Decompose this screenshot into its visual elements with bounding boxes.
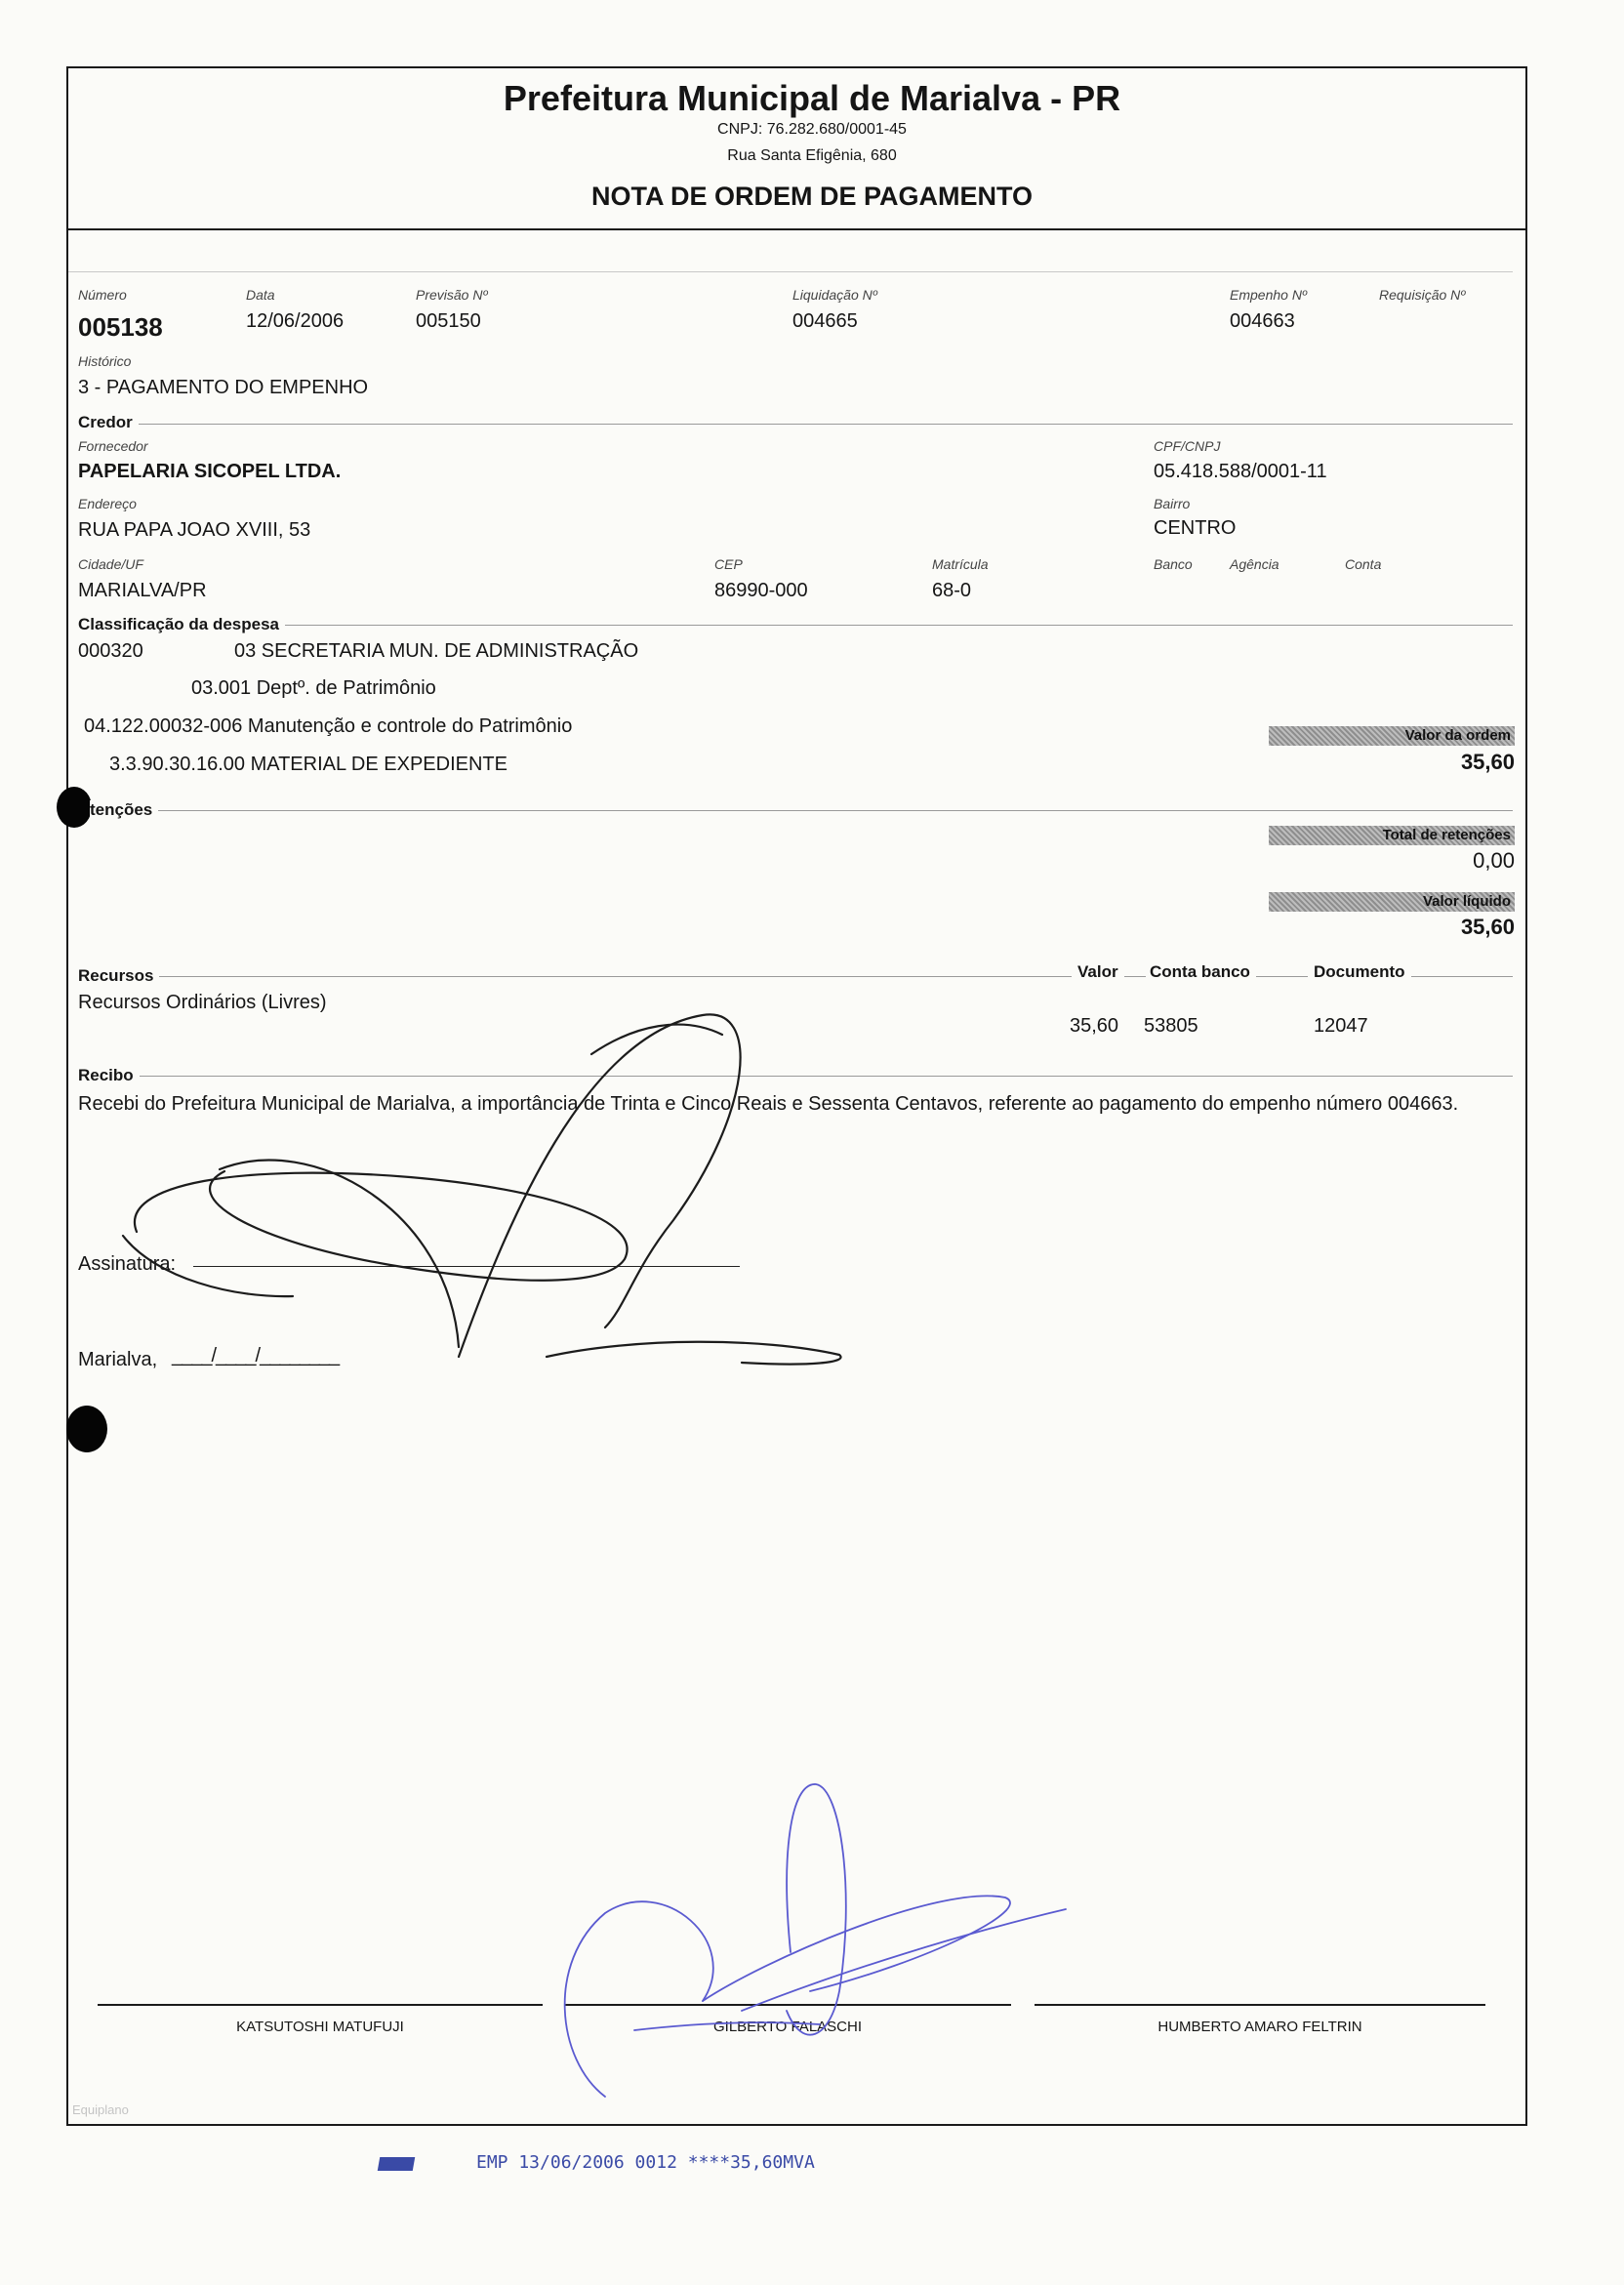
retencoes-section: tenções	[90, 800, 158, 820]
valor-liquido-label: Valor líquido	[1269, 892, 1515, 912]
total-retencoes-value: 0,00	[1473, 848, 1515, 873]
classificacao-line4: 3.3.90.30.16.00 MATERIAL DE EXPEDIENTE	[109, 754, 508, 775]
stamp-logo	[378, 2157, 415, 2171]
conta-label: Conta	[1345, 556, 1382, 572]
requisicao-label: Requisição Nº	[1379, 287, 1466, 303]
page-title: Prefeitura Municipal de Marialva - PR	[503, 78, 1121, 118]
signatory-name: GILBERTO FALASCHI	[713, 2019, 862, 2035]
recursos-conta: 53805	[1144, 1015, 1198, 1037]
valor-ordem-label: Valor da ordem	[1269, 726, 1515, 746]
liquidacao-label: Liquidação Nº	[792, 287, 877, 303]
cpf-value: 05.418.588/0001-11	[1154, 461, 1327, 482]
banco-label: Banco	[1154, 556, 1193, 572]
recursos-documento: 12047	[1314, 1015, 1368, 1037]
numero-label: Número	[78, 287, 127, 303]
empenho-label: Empenho Nº	[1230, 287, 1308, 303]
liquidacao-value: 004665	[792, 310, 858, 332]
endereco-value: RUA PAPA JOAO XVIII, 53	[78, 519, 311, 541]
document-title: NOTA DE ORDEM DE PAGAMENTO	[590, 182, 1033, 211]
previsao-label: Previsão Nº	[416, 287, 488, 303]
data-label: Data	[246, 287, 275, 303]
recursos-section: Recursos	[78, 966, 159, 986]
previsao-value: 005150	[416, 310, 481, 332]
recursos-descricao: Recursos Ordinários (Livres)	[78, 992, 327, 1013]
recibo-section: Recibo	[78, 1066, 140, 1085]
payment-stamp: EMP 13/06/2006 0012 ****35,60MVA	[476, 2152, 815, 2173]
equiplano-watermark: Equiplano	[72, 2102, 129, 2117]
cpf-label: CPF/CNPJ	[1154, 438, 1221, 454]
data-value: 12/06/2006	[246, 310, 345, 332]
cidade-label: Cidade/UF	[78, 556, 143, 572]
endereco-label: Endereço	[78, 496, 137, 511]
total-retencoes-label: Total de retenções	[1269, 826, 1515, 845]
bairro-value: CENTRO	[1154, 517, 1237, 539]
header-cnpj: CNPJ: 76.282.680/0001-45	[717, 121, 907, 138]
valor-liquido-value: 35,60	[1460, 915, 1515, 939]
bairro-label: Bairro	[1154, 496, 1191, 511]
cep-value: 86990-000	[714, 580, 808, 601]
date-blank: ____/____/________	[172, 1345, 340, 1367]
numero-value: 005138	[78, 312, 163, 342]
matricula-label: Matrícula	[932, 556, 989, 572]
recursos-valor: 35,60	[1070, 1015, 1119, 1037]
header-address: Rua Santa Efigênia, 680	[727, 147, 897, 164]
agencia-label: Agência	[1230, 556, 1279, 572]
classificacao-code: 000320	[78, 640, 143, 662]
fornecedor-value: PAPELARIA SICOPEL LTDA.	[78, 461, 342, 482]
credor-section: Credor	[78, 413, 139, 432]
matricula-value: 68-0	[932, 580, 972, 601]
signatory-name: HUMBERTO AMARO FELTRIN	[1157, 2019, 1362, 2035]
signatory-name: KATSUTOSHI MATUFUJI	[236, 2019, 404, 2035]
recursos-documento-header: Documento	[1308, 962, 1411, 982]
recibo-text: Recebi do Prefeitura Municipal de Marialva, a importância de Trinta e Cinco Reais e Sessenta Centavos, referente ao pagamento do empenho número 004663.	[78, 1093, 1459, 1115]
fornecedor-label: Fornecedor	[78, 438, 148, 454]
classificacao-line1: 03 SECRETARIA MUN. DE ADMINISTRAÇÃO	[234, 640, 639, 662]
classificacao-line2: 03.001 Deptº. de Patrimônio	[191, 677, 436, 699]
recursos-conta-header: Conta banco	[1146, 962, 1256, 982]
valor-ordem-value: 35,60	[1460, 750, 1515, 774]
historico-value: 3 - PAGAMENTO DO EMPENHO	[78, 377, 369, 398]
assinatura-label: Assinatura:	[78, 1253, 177, 1275]
historico-label: Histórico	[78, 353, 132, 369]
cidade-value: MARIALVA/PR	[78, 580, 207, 601]
local-label: Marialva,	[78, 1349, 158, 1370]
cep-label: CEP	[714, 556, 743, 572]
classificacao-line3: 04.122.00032-006 Manutenção e controle do Patrimônio	[84, 715, 573, 737]
empenho-value: 004663	[1230, 310, 1295, 332]
classificacao-section: Classificação da despesa	[78, 615, 285, 634]
recursos-valor-header: Valor	[1072, 962, 1124, 982]
